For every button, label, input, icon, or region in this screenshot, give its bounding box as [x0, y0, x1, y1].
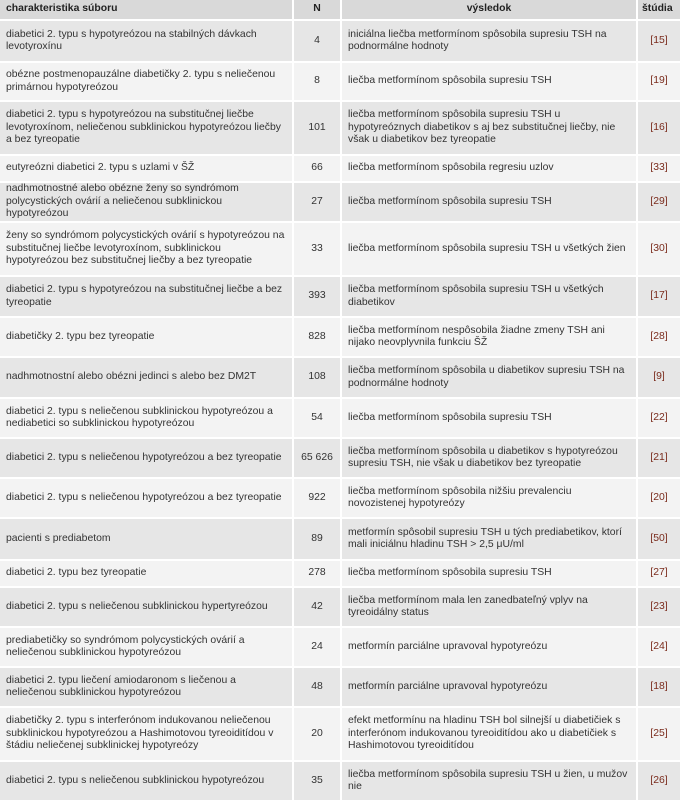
row-characteristic: diabetici 2. typu s neliečenou subklinickou hypotyreózou a nediabetici so subklinickou hypotyreózou: [0, 399, 294, 439]
row-n: 8: [294, 63, 342, 102]
row-n: 54: [294, 399, 342, 439]
row-characteristic: diabetičky 2. typu s interferónom indukovanou neliečenou subklinickou hypotyreózou a Hashimotovou tyreoiditídou v štádiu neliečenej subklinickej hypotyreózy: [0, 708, 294, 762]
row-result: liečba metformínom spôsobila nižšiu prevalenciu novozistenej hypotyreózy: [342, 479, 638, 519]
table-row: [0, 102, 680, 156]
row-study-ref: [17]: [638, 277, 680, 318]
header-n: N: [294, 0, 342, 21]
row-study-ref: [30]: [638, 223, 680, 277]
row-n: 65 626: [294, 439, 342, 479]
row-n: 922: [294, 479, 342, 519]
row-characteristic: obézne postmenopauzálne diabetičky 2. typu s neliečenou primárnou hypotyreózou: [0, 63, 294, 102]
row-result: liečba metformínom mala len zanedbateľný vplyv na tyreoidálny status: [342, 588, 638, 628]
row-characteristic: ženy so syndrómom polycystických ovárií s hypotyreózou na substitučnej liečbe levotyroxínom, subklinickou hypotyreózou bez substitučnej liečby a bez tyreopatie: [0, 223, 294, 277]
row-result: liečba metformínom spôsobila supresiu TSH: [342, 399, 638, 439]
row-study-ref: [24]: [638, 628, 680, 668]
row-result: liečba metformínom spôsobila supresiu TSH u hypotyreóznych diabetikov s aj bez substitučnej liečby, nie však u diabetikov bez tyreopatie: [342, 102, 638, 156]
table-row: [0, 519, 680, 561]
row-n: 66: [294, 156, 342, 183]
row-result: liečba metformínom spôsobila supresiu TSH: [342, 561, 638, 588]
row-characteristic: diabetici 2. typu s hypotyreózou na stabilných dávkach levotyroxínu: [0, 21, 294, 63]
row-result: metformín spôsobil supresiu TSH u tých prediabetikov, ktorí mali iniciálnu hladinu TSH ˃ 2,5 μU/ml: [342, 519, 638, 561]
table-row: [0, 183, 680, 223]
table-row: [0, 479, 680, 519]
header-result: výsledok: [342, 0, 638, 21]
table-row: [0, 358, 680, 399]
row-characteristic: diabetici 2. typu s neliečenou hypotyreózou a bez tyreopatie: [0, 439, 294, 479]
table-body: [0, 21, 680, 802]
row-study-ref: [33]: [638, 156, 680, 183]
row-result: liečba metformínom nespôsobila žiadne zmeny TSH ani nijako neovplyvnila funkciu ŠŽ: [342, 318, 638, 358]
row-n: 108: [294, 358, 342, 399]
table-row: [0, 63, 680, 102]
row-characteristic: nadhmotnostní alebo obézni jedinci s alebo bez DM2T: [0, 358, 294, 399]
row-characteristic: diabetici 2. typu bez tyreopatie: [0, 561, 294, 588]
table-row: [0, 223, 680, 277]
row-study-ref: [19]: [638, 63, 680, 102]
row-n: 24: [294, 628, 342, 668]
row-characteristic: diabetici 2. typu s hypotyreózou na substitučnej liečbe a bez tyreopatie: [0, 277, 294, 318]
header-characteristic: charakteristika súboru: [0, 0, 294, 21]
row-study-ref: [50]: [638, 519, 680, 561]
row-study-ref: [18]: [638, 668, 680, 708]
header-studies: štúdia: [638, 0, 680, 21]
row-n: 48: [294, 668, 342, 708]
row-n: 278: [294, 561, 342, 588]
row-study-ref: [21]: [638, 439, 680, 479]
row-study-ref: [23]: [638, 588, 680, 628]
row-n: 828: [294, 318, 342, 358]
row-characteristic: diabetici 2. typu s hypotyreózou na substitučnej liečbe levotyroxínom, neliečenou subklinickou hypotyreózou liečby a bez tyreopatie: [0, 102, 294, 156]
table-row: [0, 561, 680, 588]
table-row: [0, 156, 680, 183]
row-study-ref: [27]: [638, 561, 680, 588]
row-n: 20: [294, 708, 342, 762]
row-characteristic: diabetici 2. typu liečení amiodaronom s liečenou a neliečenou subklinickou hypotyreózou: [0, 668, 294, 708]
row-study-ref: [25]: [638, 708, 680, 762]
row-result: liečba metformínom spôsobila supresiu TSH u všetkých žien: [342, 223, 638, 277]
row-characteristic: prediabetičky so syndrómom polycystických ovárií a neliečenou subklinickou hypotyreózou: [0, 628, 294, 668]
row-characteristic: diabetici 2. typu s neliečenou subklinickou hypotyreózou: [0, 762, 294, 802]
table-header-row: [0, 0, 680, 21]
row-result: efekt metformínu na hladinu TSH bol silnejší u diabetičiek s interferónom indukovanou tyreoiditídou ako u diabetičiek s Hashimotovou tyreoiditídou: [342, 708, 638, 762]
row-n: 4: [294, 21, 342, 63]
table-row: [0, 628, 680, 668]
row-characteristic: diabetici 2. typu s neliečenou subklinickou hypertyreózou: [0, 588, 294, 628]
row-study-ref: [20]: [638, 479, 680, 519]
row-result: liečba metformínom spôsobila supresiu TSH u žien, u mužov nie: [342, 762, 638, 802]
row-result: liečba metformínom spôsobila supresiu TSH: [342, 63, 638, 102]
row-study-ref: [26]: [638, 762, 680, 802]
row-characteristic: diabetičky 2. typu bez tyreopatie: [0, 318, 294, 358]
table-row: [0, 277, 680, 318]
row-result: metformín parciálne upravoval hypotyreózu: [342, 668, 638, 708]
row-result: liečba metformínom spôsobila u diabetikov supresiu TSH na podnormálne hodnoty: [342, 358, 638, 399]
row-n: 42: [294, 588, 342, 628]
row-n: 89: [294, 519, 342, 561]
row-study-ref: [28]: [638, 318, 680, 358]
table-row: [0, 439, 680, 479]
table-row: [0, 21, 680, 63]
table-row: [0, 399, 680, 439]
row-result: liečba metformínom spôsobila supresiu TSH: [342, 183, 638, 223]
table-row: [0, 588, 680, 628]
row-study-ref: [15]: [638, 21, 680, 63]
row-n: 393: [294, 277, 342, 318]
row-characteristic: pacienti s prediabetom: [0, 519, 294, 561]
row-characteristic: eutyreózni diabetici 2. typu s uzlami v ŠŽ: [0, 156, 294, 183]
row-n: 35: [294, 762, 342, 802]
row-characteristic: nadhmotnostné alebo obézne ženy so syndrómom polycystických ovárií a neliečenou subklinickou hypotyreózou: [0, 183, 294, 223]
row-study-ref: [22]: [638, 399, 680, 439]
row-result: iniciálna liečba metformínom spôsobila supresiu TSH na podnormálne hodnoty: [342, 21, 638, 63]
row-study-ref: [9]: [638, 358, 680, 399]
table-row: [0, 318, 680, 358]
row-result: liečba metformínom spôsobila regresiu uzlov: [342, 156, 638, 183]
row-n: 33: [294, 223, 342, 277]
row-study-ref: [29]: [638, 183, 680, 223]
row-n: 27: [294, 183, 342, 223]
row-characteristic: diabetici 2. typu s neliečenou hypotyreózou a bez tyreopatie: [0, 479, 294, 519]
row-study-ref: [16]: [638, 102, 680, 156]
row-result: liečba metformínom spôsobila u diabetikov s hypotyreózou supresiu TSH, nie však u diabetikov bez tyreopatie: [342, 439, 638, 479]
row-result: liečba metformínom spôsobila supresiu TSH u všetkých diabetikov: [342, 277, 638, 318]
table-row: [0, 708, 680, 762]
row-result: metformín parciálne upravoval hypotyreózu: [342, 628, 638, 668]
table-row: [0, 762, 680, 802]
row-n: 101: [294, 102, 342, 156]
table-row: [0, 668, 680, 708]
